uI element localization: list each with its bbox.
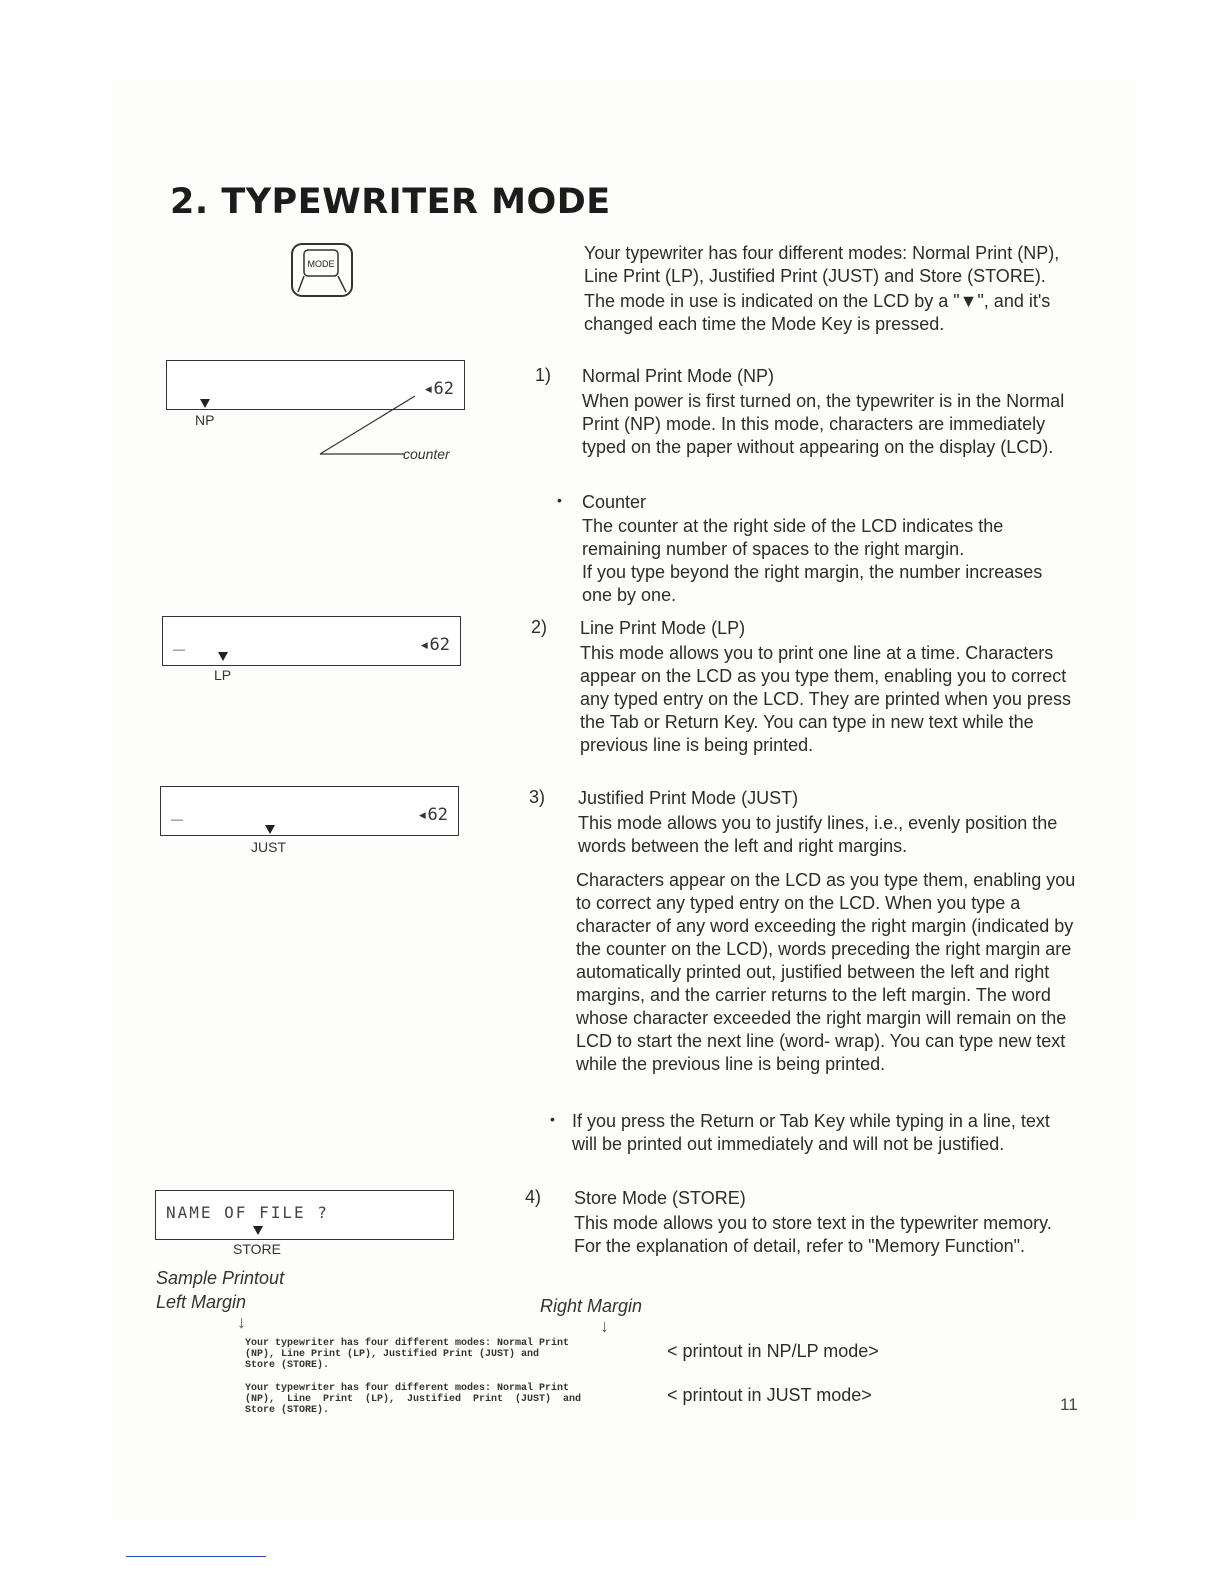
return-note-bullet: • [550,1111,555,1127]
counter-bullet: • [557,492,562,508]
section-1 [582,365,1077,459]
left-margin-arrow-icon: ↓ [237,1312,246,1332]
lcd-cursor: — [173,642,185,656]
lcd-counter: ◂62 [423,379,454,399]
section-2-body: This mode allows you to print one line at a time. Characters appear on the LCD as you type them, enabling you to correct any typed entry on the LCD. They are printed when you press the Tab or Return Key. You can type in new text while the previous line is being printed. [580,643,1071,755]
return-note-body: If you press the Return or Tab Key while typing in a line, text will be printed out immediately and will not be justified. [572,1111,1050,1154]
mode-indicator-icon [253,1226,263,1235]
lcd-counter: ◂62 [419,635,450,655]
sample-printout-title: Sample Printout [156,1268,285,1288]
section-3-title: Justified Print Mode (JUST) [578,788,799,808]
printout-caption-just: < printout in JUST mode> [667,1385,872,1405]
lcd-display-store [155,1190,454,1240]
intro-paragraph-1: Your typewriter has four different modes: Normal Print (NP), Line Print (LP), Justified Print (JUST) and Store (STORE). [584,243,1060,286]
counter-note-paragraph-2: If you type beyond the right margin, the number increases one by one. [582,562,1043,605]
lcd-counter: ◂62 [417,805,448,825]
counter-callout-label: counter [403,446,450,462]
section-3-continued [576,869,1076,1076]
section-4-number: 4) [525,1187,542,1207]
counter-note-paragraph-1: The counter at the right side of the LCD indicates the remaining number of spaces to the right margin. [582,516,1004,559]
section-1-body: When power is first turned on, the typewriter is in the Normal Print (NP) mode. In this mode, characters are immediately typed on the paper without appearing on the display (LCD). [582,391,1065,457]
section-3-body-2: Characters appear on the LCD as you type them, enabling you to correct any typed entry on the LCD. When you type a character of any word exceeding the right margin (indicated by the counter on the LCD), words preceding the right margin are automatically printed out, justified between the left and right margins, and the carrier returns to the left margin. The word whose character exceeded the right margin will remain on the LCD to start the next line (word- wrap). You can type new text while the previous line is being printed. [576,870,1076,1074]
sample-printout-np-lp: Your typewriter has four different modes: Normal Print (NP), Line Print (LP), Justified Print (JUST) and Store (STORE). [245,1338,570,1371]
lcd-cursor: — [171,812,183,826]
page-number: 11 [1060,1395,1078,1414]
page-title: 2. TYPEWRITER MODE [170,182,611,222]
section-1-number: 1) [535,365,552,385]
counter-note-title: Counter [582,492,647,512]
right-margin-arrow-icon: ↓ [600,1316,609,1336]
mode-indicator-icon [218,652,228,661]
intro-text [584,242,1084,336]
mode-label-lp: LP [214,667,232,683]
lcd-display-just [160,786,459,836]
sample-printout-just: Your typewriter has four different modes: Normal Print (NP), Line Print (LP), Justified Print (JUST) and Store (STORE). [245,1383,582,1416]
mode-indicator-icon [265,825,275,834]
section-4-body: This mode allows you to store text in the typewriter memory. For the explanation of detail, refer to "Memory Function". [574,1213,1052,1256]
mode-label-just: JUST [251,839,286,855]
right-margin-label: Right Margin [540,1296,643,1316]
return-note [572,1110,1077,1156]
footer-rule [126,1556,266,1557]
mode-key-icon [290,242,356,300]
section-2-title: Line Print Mode (LP) [580,618,746,638]
section-2 [580,617,1085,757]
section-3-number: 3) [529,787,546,807]
mode-key-label: MODE [307,259,335,269]
section-3 [578,787,1083,858]
section-4 [574,1187,1079,1258]
lcd-display-lp [162,616,461,666]
section-3-body-1: This mode allows you to justify lines, i.e., evenly position the words between the left and right margins. [578,813,1058,856]
section-1-title: Normal Print Mode (NP) [582,366,775,386]
section-4-title: Store Mode (STORE) [574,1188,746,1208]
lcd-message: NAME OF FILE ? [166,1203,329,1222]
counter-note [582,491,1062,607]
section-2-number: 2) [531,617,548,637]
intro-paragraph-2: The mode in use is indicated on the LCD by a "▼", and it's changed each time the Mode Key is pressed. [584,291,1051,334]
mode-indicator-icon [200,399,210,408]
mode-label-np: NP [195,412,215,428]
mode-label-store: STORE [233,1241,281,1257]
left-margin-label: Left Margin [156,1292,247,1312]
printout-caption-np-lp: < printout in NP/LP mode> [667,1341,879,1361]
